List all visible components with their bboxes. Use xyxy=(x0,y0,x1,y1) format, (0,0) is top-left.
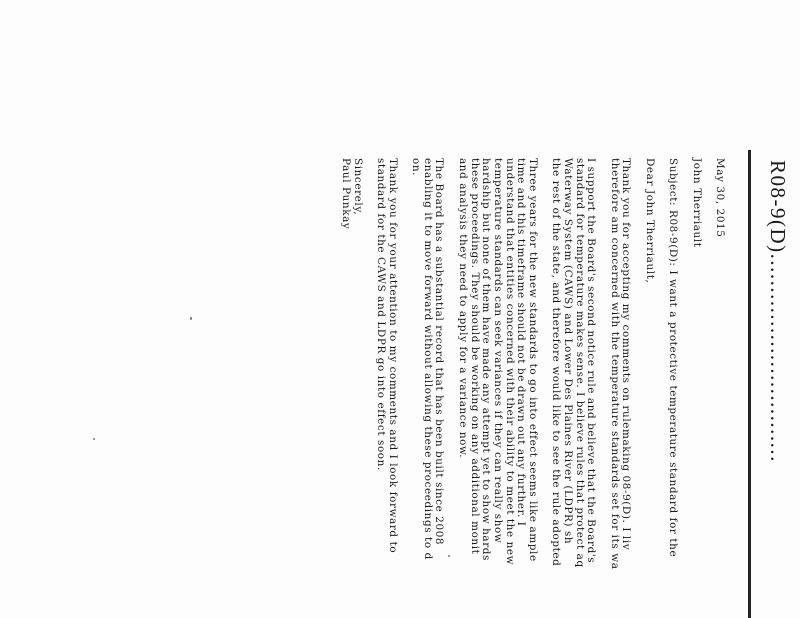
paragraph-4-line: on. xyxy=(410,158,423,177)
paragraph-3-line: and analysis they need to apply for a variance now. xyxy=(456,158,469,459)
letter-subject: Subject: R08-9(D): I want a protective temperature standard for the xyxy=(667,158,680,558)
header-rule xyxy=(748,150,751,618)
paragraph-4-line: The Board has a substantial record that has been built since 2008 xyxy=(433,158,446,546)
letter-salutation: Dear John Therriault, xyxy=(643,158,656,284)
scan-speck xyxy=(190,317,192,320)
paragraph-3-line: time and this timeframe should not be drawn out any further. I xyxy=(515,158,528,527)
paragraph-1-line: therefore am concerned with the temperature standards set for its wa xyxy=(608,158,621,570)
paragraph-3-line: these proceedings. They should be working on any additional monit xyxy=(468,158,481,555)
scan-speck xyxy=(93,438,95,440)
paragraph-1-line: Thank you for accepting my comments on rulemaking 08-9(D). I liv xyxy=(620,158,633,551)
letter-date: May 30, 2015 xyxy=(714,158,726,238)
letter-signature: Paul Punkay xyxy=(340,158,352,230)
docket-header: R08-9(D)............................... xyxy=(766,160,790,463)
paragraph-5-line: standard for the CAWS and LDPR go into effect soon. xyxy=(375,158,388,471)
paragraph-3-line: understand that entities concerned with their ability to meet the new xyxy=(503,158,516,566)
paragraph-2-line: standard for temperature makes sense. I believe rules that protect aq xyxy=(573,158,586,568)
scan-speck xyxy=(448,555,450,557)
paragraph-2-line: Waterway System (CAWS) and Lower Des Plaines River (LDPR) sh xyxy=(562,158,575,545)
letter-closing: Sincerely, xyxy=(351,158,364,216)
paragraph-3-line: temperature standards can seek variances if they can really show xyxy=(491,158,504,544)
paragraph-3-line: hardship but none of them have made any attempt yet to show hards xyxy=(480,158,493,561)
paragraph-3-line: Three years for the new standards to go into effect seems like ample xyxy=(527,158,539,562)
letter-body xyxy=(339,158,725,618)
paragraph-2-line: the rest of the state, and therefore would like to see the rule adopted xyxy=(550,158,563,567)
letter-recipient: John Therriault xyxy=(690,158,703,248)
paragraph-2-line: I support the Board's second notice rule and believe that the Board's xyxy=(585,158,598,564)
paragraph-5-line: Thank you for your attention to my comments and I look forward to xyxy=(386,158,399,554)
paragraph-4-line: enabling it to move forward without allowing these proceedings to d xyxy=(421,158,434,560)
